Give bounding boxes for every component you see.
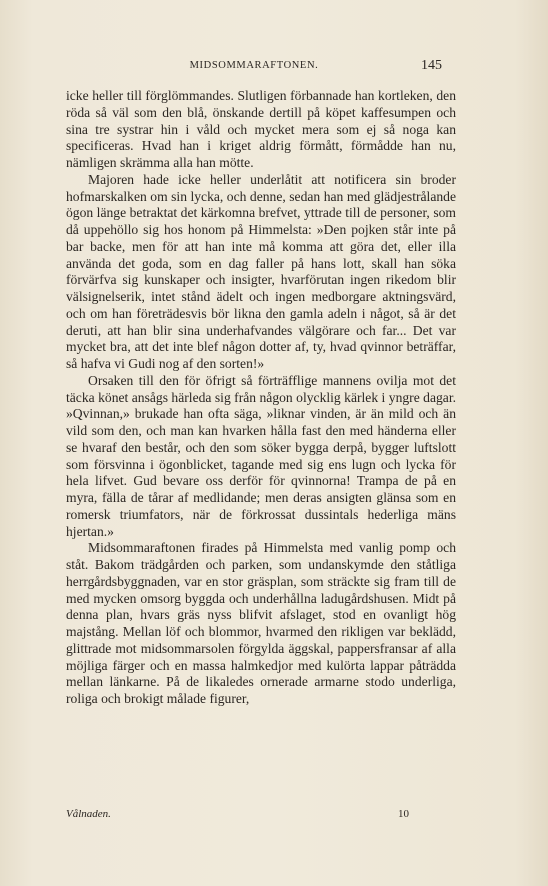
body-text <box>66 88 456 798</box>
paragraph: Midsommaraftonen firades på Himmelsta med vanlig pomp och ståt. Bakom trädgården och parken, som undanskymde den ståtliga herrgårdsbyggnaden, var en stor gräsplan, som sträckte sig fram till de med mycken omsorg byggda och underhållna ladugårdshusen. Midt på denna plan, hvars gräs nyss blifvit afslaget, stod en ovanligt hög majstång. Mellan löf och blommor, hvarmed den rikligen var beklädd, glittrade mot midsommarsolen förgylda äggskal, pappersfransar af alla möjliga färger och en massa halmkedjor med kulörta lappar påträdda mellan länkarne. På de likaledes ornerade armarne stodo underliga, roliga och brokigt målade figurer, <box>66 540 456 706</box>
paragraph: Majoren hade icke heller underlåtit att notificera sin broder hofmarskalken om sin lycka, och denne, sedan han med glädjestrålande ögon länge betraktat det kärkomna brefvet, yttrade till de personer, som då uppehöllo sig hos honom på Himmelsta: »Den pojken står inte på bar backe, men för att han inte må komma att göra det, eller illa använda det goda, som en dag faller på hans lott, skall han söka förvärfva sig kunskaper och insigter, hvarförutan ingen rikedom blir välsignelserik, intet stånd ädelt och ingen medborgare aktningsvärd, och om han företrädesvis bör likna den gamla adeln i något, så är det deruti, att han blir sina underhafvandes välgörare och far... Det var mycket bra, att det inte blef någon dotter af, ty, hvad qvinnor beträffar, så hafva vi Gudi nog af den sorten!» <box>66 171 456 371</box>
sheet-number: 10 <box>398 808 409 820</box>
paragraph: icke heller till förglömmandes. Slutligen förbannade han kortleken, den röda så väl som den blå, önskande dertill på köpet kaffesumpen och sina tre systrar hin i våld och mycket mera som ej så noga kan specificeras. Hvad han i kriget aldrig förmått, förmådde han nu, nämligen skrämma alla han mötte. <box>66 88 456 170</box>
page-footer <box>66 808 442 824</box>
signature-mark: Vålnaden. <box>66 808 111 820</box>
page-number: 145 <box>421 58 442 73</box>
page-header <box>66 60 442 78</box>
paragraph: Orsaken till den för öfrigt så förträfflige mannens ovilja mot det täcka könet ansågs härleda sig från någon olycklig kärlek i yngre dagar. »Qvinnan,» brukade han ofta säga, »liknar vinden, är än mild och än vild som den, och man kan hvarken hålla fast den med händerna eller se hvaraf den består, och den som söker bygga derpå, bygger luftslott som försvinna i ögonblicket, tagande med sig ens lugn och lycka för hela lifvet. Gud bevare oss derför för qvinnorna! Trampa de på en myra, fälla de tårar af medlidande; men deras ansigten glänsa som en romersk triumfators, när de förkrossat dussintals hederliga mäns hjertan.» <box>66 372 456 539</box>
running-head: MIDSOMMARAFTONEN. <box>189 60 319 71</box>
